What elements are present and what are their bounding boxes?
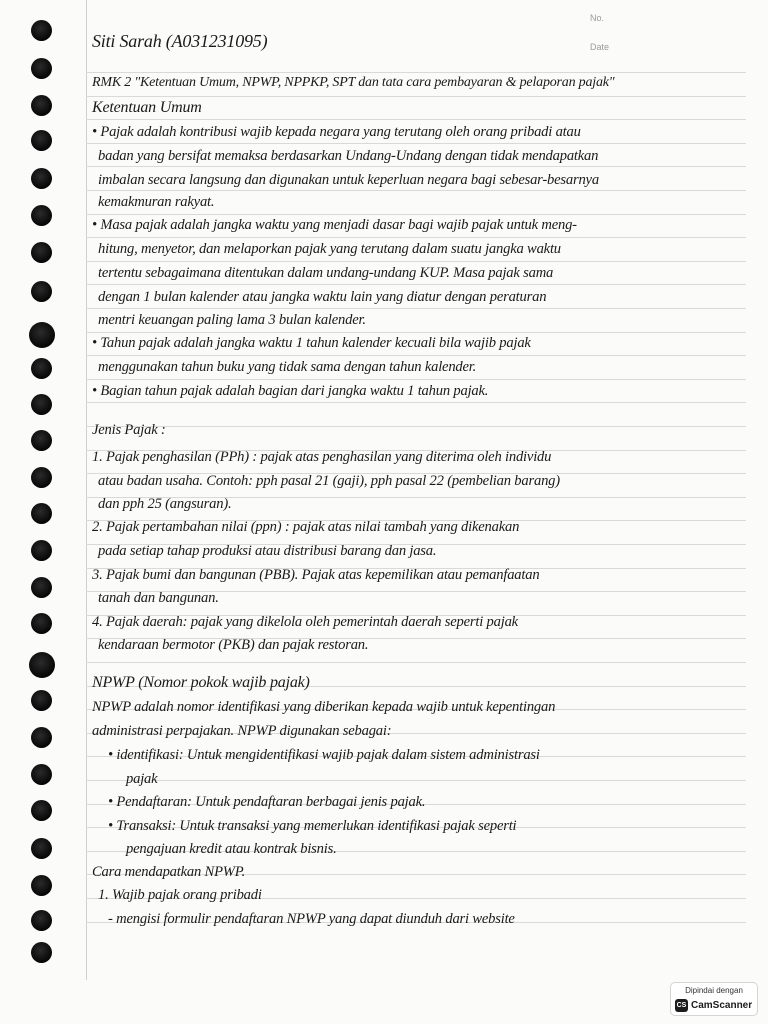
spiral-hole — [31, 875, 52, 896]
note-line: • Pendaftaran: Untuk pendaftaran berbagai jenis pajak. — [108, 794, 426, 810]
ruled-line — [86, 402, 746, 403]
note-line: kemakmuran rakyat. — [98, 194, 215, 210]
note-line: RMK 2 "Ketentuan Umum, NPWP, NPPKP, SPT dan tata cara pembayaran & pelaporan pajak" — [92, 75, 615, 90]
note-line: mentri keuangan paling lama 3 bulan kalender. — [98, 312, 366, 328]
camscanner-badge — [670, 982, 758, 1016]
note-line: menggunakan tahun buku yang tidak sama dengan tahun kalender. — [98, 359, 477, 375]
spiral-hole — [31, 58, 52, 79]
ruled-line — [86, 308, 746, 309]
spiral-hole — [31, 205, 52, 226]
badge-brand-row — [675, 998, 752, 1012]
ruled-line — [86, 96, 746, 97]
camscanner-logo-icon: CS — [675, 999, 688, 1012]
note-line: 1. Wajib pajak orang pribadi — [98, 887, 262, 903]
spiral-hole — [31, 690, 52, 711]
spiral-hole — [31, 467, 52, 488]
note-line: • identifikasi: Untuk mengidentifikasi wajib pajak dalam sistem administrasi — [108, 747, 540, 763]
spiral-hole — [31, 130, 52, 151]
note-line: Cara mendapatkan NPWP. — [92, 864, 246, 880]
no-label: No. — [590, 13, 605, 23]
date-label: Date — [590, 42, 610, 52]
ruled-line — [86, 261, 746, 262]
ruled-line — [86, 72, 746, 73]
note-line: 2. Pajak pertambahan nilai (ppn) : pajak atas nilai tambah yang dikenakan — [92, 519, 520, 535]
ruled-line — [86, 426, 746, 427]
spiral-hole — [31, 577, 52, 598]
spiral-hole — [31, 800, 52, 821]
note-line: tertentu sebagaimana ditentukan dalam undang-undang KUP. Masa pajak sama — [98, 265, 554, 281]
note-line: badan yang bersifat memaksa berdasarkan Undang-Undang dengan tidak mendapatkan — [98, 148, 599, 164]
note-line: 1. Pajak penghasilan (PPh) : pajak atas penghasilan yang diterima oleh individu — [92, 449, 552, 465]
note-line: kendaraan bermotor (PKB) dan pajak restoran. — [98, 637, 369, 653]
note-line: Jenis Pajak : — [92, 422, 166, 438]
note-line: 3. Pajak bumi dan bangunan (PBB). Pajak atas kepemilikan atau pemanfaatan — [92, 567, 540, 583]
spiral-hole — [31, 394, 52, 415]
spiral-hole — [31, 540, 52, 561]
note-line: Ketentuan Umum — [92, 99, 202, 116]
note-line: - mengisi formulir pendaftaran NPWP yang dapat diunduh dari website — [108, 911, 515, 927]
note-line: administrasi perpajakan. NPWP digunakan sebagai: — [92, 723, 392, 739]
note-line: NPWP adalah nomor identifikasi yang diberikan kepada wajib untuk kepentingan — [92, 699, 556, 715]
note-line: atau badan usaha. Contoh: pph pasal 21 (gaji), pph pasal 22 (pembelian barang) — [98, 473, 560, 489]
spiral-hole — [31, 727, 52, 748]
ruled-line — [86, 190, 746, 191]
spiral-hole — [31, 242, 52, 263]
note-line: • Bagian tahun pajak adalah bagian dari jangka waktu 1 tahun pajak. — [92, 383, 489, 399]
note-line: pada setiap tahap produksi atau distribusi barang dan jasa. — [98, 543, 437, 559]
spiral-hole — [31, 503, 52, 524]
badge-brand-name: CamScanner — [691, 999, 753, 1011]
spiral-hole — [31, 838, 52, 859]
note-line: • Tahun pajak adalah jangka waktu 1 tahun kalender kecuali bila wajib pajak — [92, 335, 531, 351]
note-line: pajak — [126, 771, 158, 787]
ruled-line — [86, 119, 746, 120]
note-line: dan pph 25 (angsuran). — [98, 496, 232, 512]
spiral-hole — [31, 764, 52, 785]
note-line: tanah dan bangunan. — [98, 590, 219, 606]
spiral-hole — [31, 613, 52, 634]
spiral-hole — [31, 20, 52, 41]
note-line: • Masa pajak adalah jangka waktu yang menjadi dasar bagi wajib pajak untuk meng- — [92, 217, 577, 233]
badge-caption: Dipindai dengan — [685, 986, 743, 995]
note-line: 4. Pajak daerah: pajak yang dikelola oleh pemerintah daerah seperti pajak — [92, 614, 518, 630]
spiral-hole — [31, 430, 52, 451]
note-line: dengan 1 bulan kalender atau jangka waktu lain yang diatur dengan peraturan — [98, 289, 547, 305]
spiral-hole — [31, 95, 52, 116]
spiral-hole — [31, 168, 52, 189]
spiral-hole — [31, 281, 52, 302]
spiral-hole — [31, 910, 52, 931]
spiral-hole — [31, 358, 52, 379]
ruled-line — [86, 237, 746, 238]
ruled-line — [86, 143, 746, 144]
note-line: • Transaksi: Untuk transaksi yang memerlukan identifikasi pajak seperti — [108, 818, 517, 834]
note-line: • Pajak adalah kontribusi wajib kepada negara yang terutang oleh orang pribadi atau — [92, 124, 581, 140]
ruled-line — [86, 166, 746, 167]
spiral-hole — [29, 652, 55, 678]
spiral-hole — [31, 942, 52, 963]
spiral-hole — [29, 322, 55, 348]
ruled-line — [86, 332, 746, 333]
note-line: pengajuan kredit atau kontrak bisnis. — [126, 841, 337, 857]
ruled-line — [86, 662, 746, 663]
ruled-line — [86, 780, 746, 781]
note-line: NPWP (Nomor pokok wajib pajak) — [92, 674, 310, 691]
spiral-holes — [0, 0, 90, 1024]
ruled-line — [86, 284, 746, 285]
note-line: imbalan secara langsung dan digunakan untuk keperluan negara bagi sebesar-besarnya — [98, 172, 599, 188]
ruled-line — [86, 379, 746, 380]
note-line: Siti Sarah (A031231095) — [92, 31, 268, 51]
note-line: hitung, menyetor, dan melaporkan pajak yang terutang dalam suatu jangka waktu — [98, 241, 561, 257]
ruled-line — [86, 355, 746, 356]
ruled-line — [86, 214, 746, 215]
